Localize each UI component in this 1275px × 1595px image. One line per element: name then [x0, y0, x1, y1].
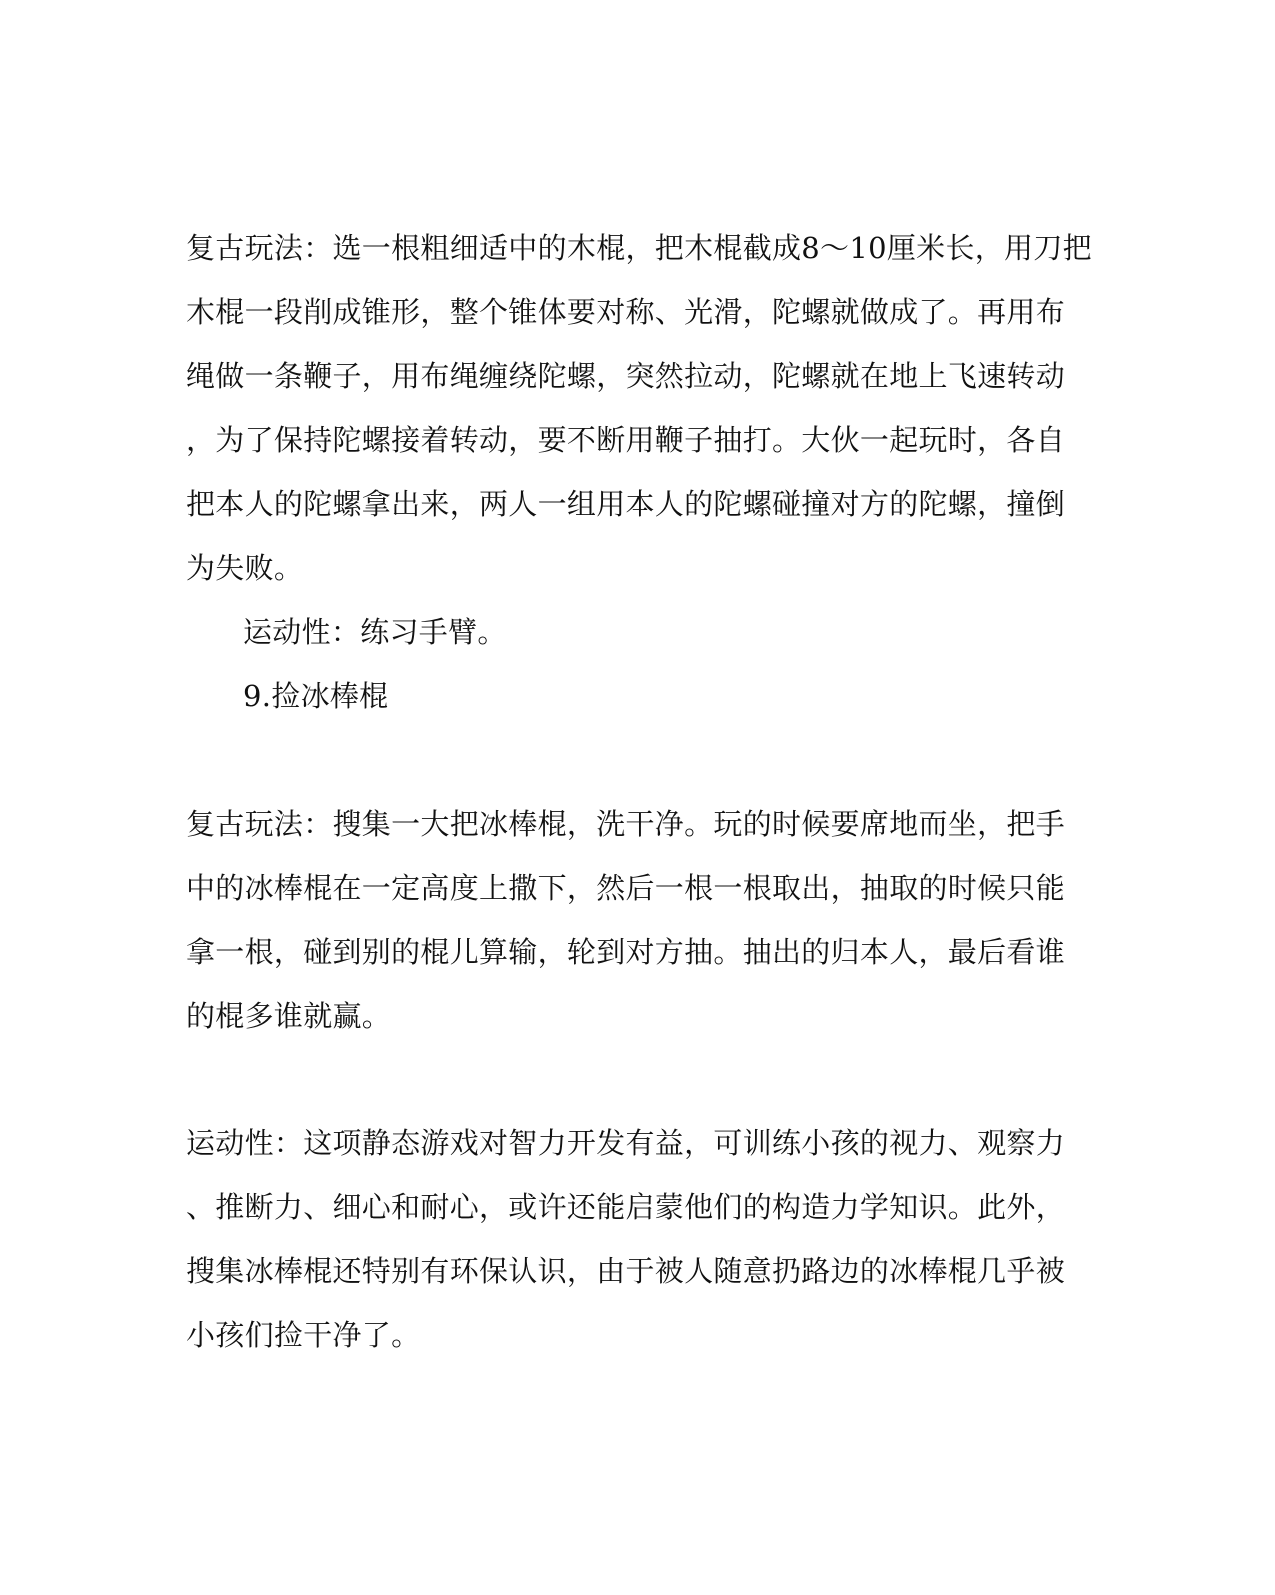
paragraph-line: 拿一根，碰到别的棍儿算输，轮到对方抽。抽出的归本人，最后看谁 — [186, 935, 1066, 969]
paragraph-line: 中的冰棒棍在一定高度上撒下，然后一根一根取出，抽取的时候只能 — [186, 871, 1066, 905]
section-heading: 9.捡冰棒棍 — [243, 679, 389, 713]
exercise-note: 运动性：练习手臂。 — [243, 615, 507, 649]
paragraph-line: 搜集冰棒棍还特别有环保认识，由于被人随意扔路边的冰棒棍几乎被 — [186, 1254, 1066, 1288]
paragraph-line: 复古玩法：搜集一大把冰棒棍，洗干净。玩的时候要席地而坐，把手 — [186, 807, 1066, 841]
paragraph-line: 复古玩法：选一根粗细适中的木棍，把木棍截成8～10厘米长，用刀把 — [186, 231, 1092, 265]
paragraph-line: 的棍多谁就赢。 — [186, 999, 392, 1033]
paragraph-line: ，为了保持陀螺接着转动，要不断用鞭子抽打。大伙一起玩时，各自 — [186, 423, 1066, 457]
paragraph-line: 木棍一段削成锥形，整个锥体要对称、光滑，陀螺就做成了。再用布 — [186, 295, 1066, 329]
paragraph-line: 为失败。 — [186, 551, 304, 585]
paragraph-line: 绳做一条鞭子，用布绳缠绕陀螺，突然拉动，陀螺就在地上飞速转动 — [186, 359, 1066, 393]
paragraph-line: 运动性：这项静态游戏对智力开发有益，可训练小孩的视力、观察力 — [186, 1126, 1066, 1160]
paragraph-line: 、推断力、细心和耐心，或许还能启蒙他们的构造力学知识。此外， — [186, 1190, 1066, 1224]
paragraph-line: 小孩们捡干净了。 — [186, 1318, 421, 1352]
paragraph-line: 把本人的陀螺拿出来，两人一组用本人的陀螺碰撞对方的陀螺，撞倒 — [186, 487, 1066, 521]
